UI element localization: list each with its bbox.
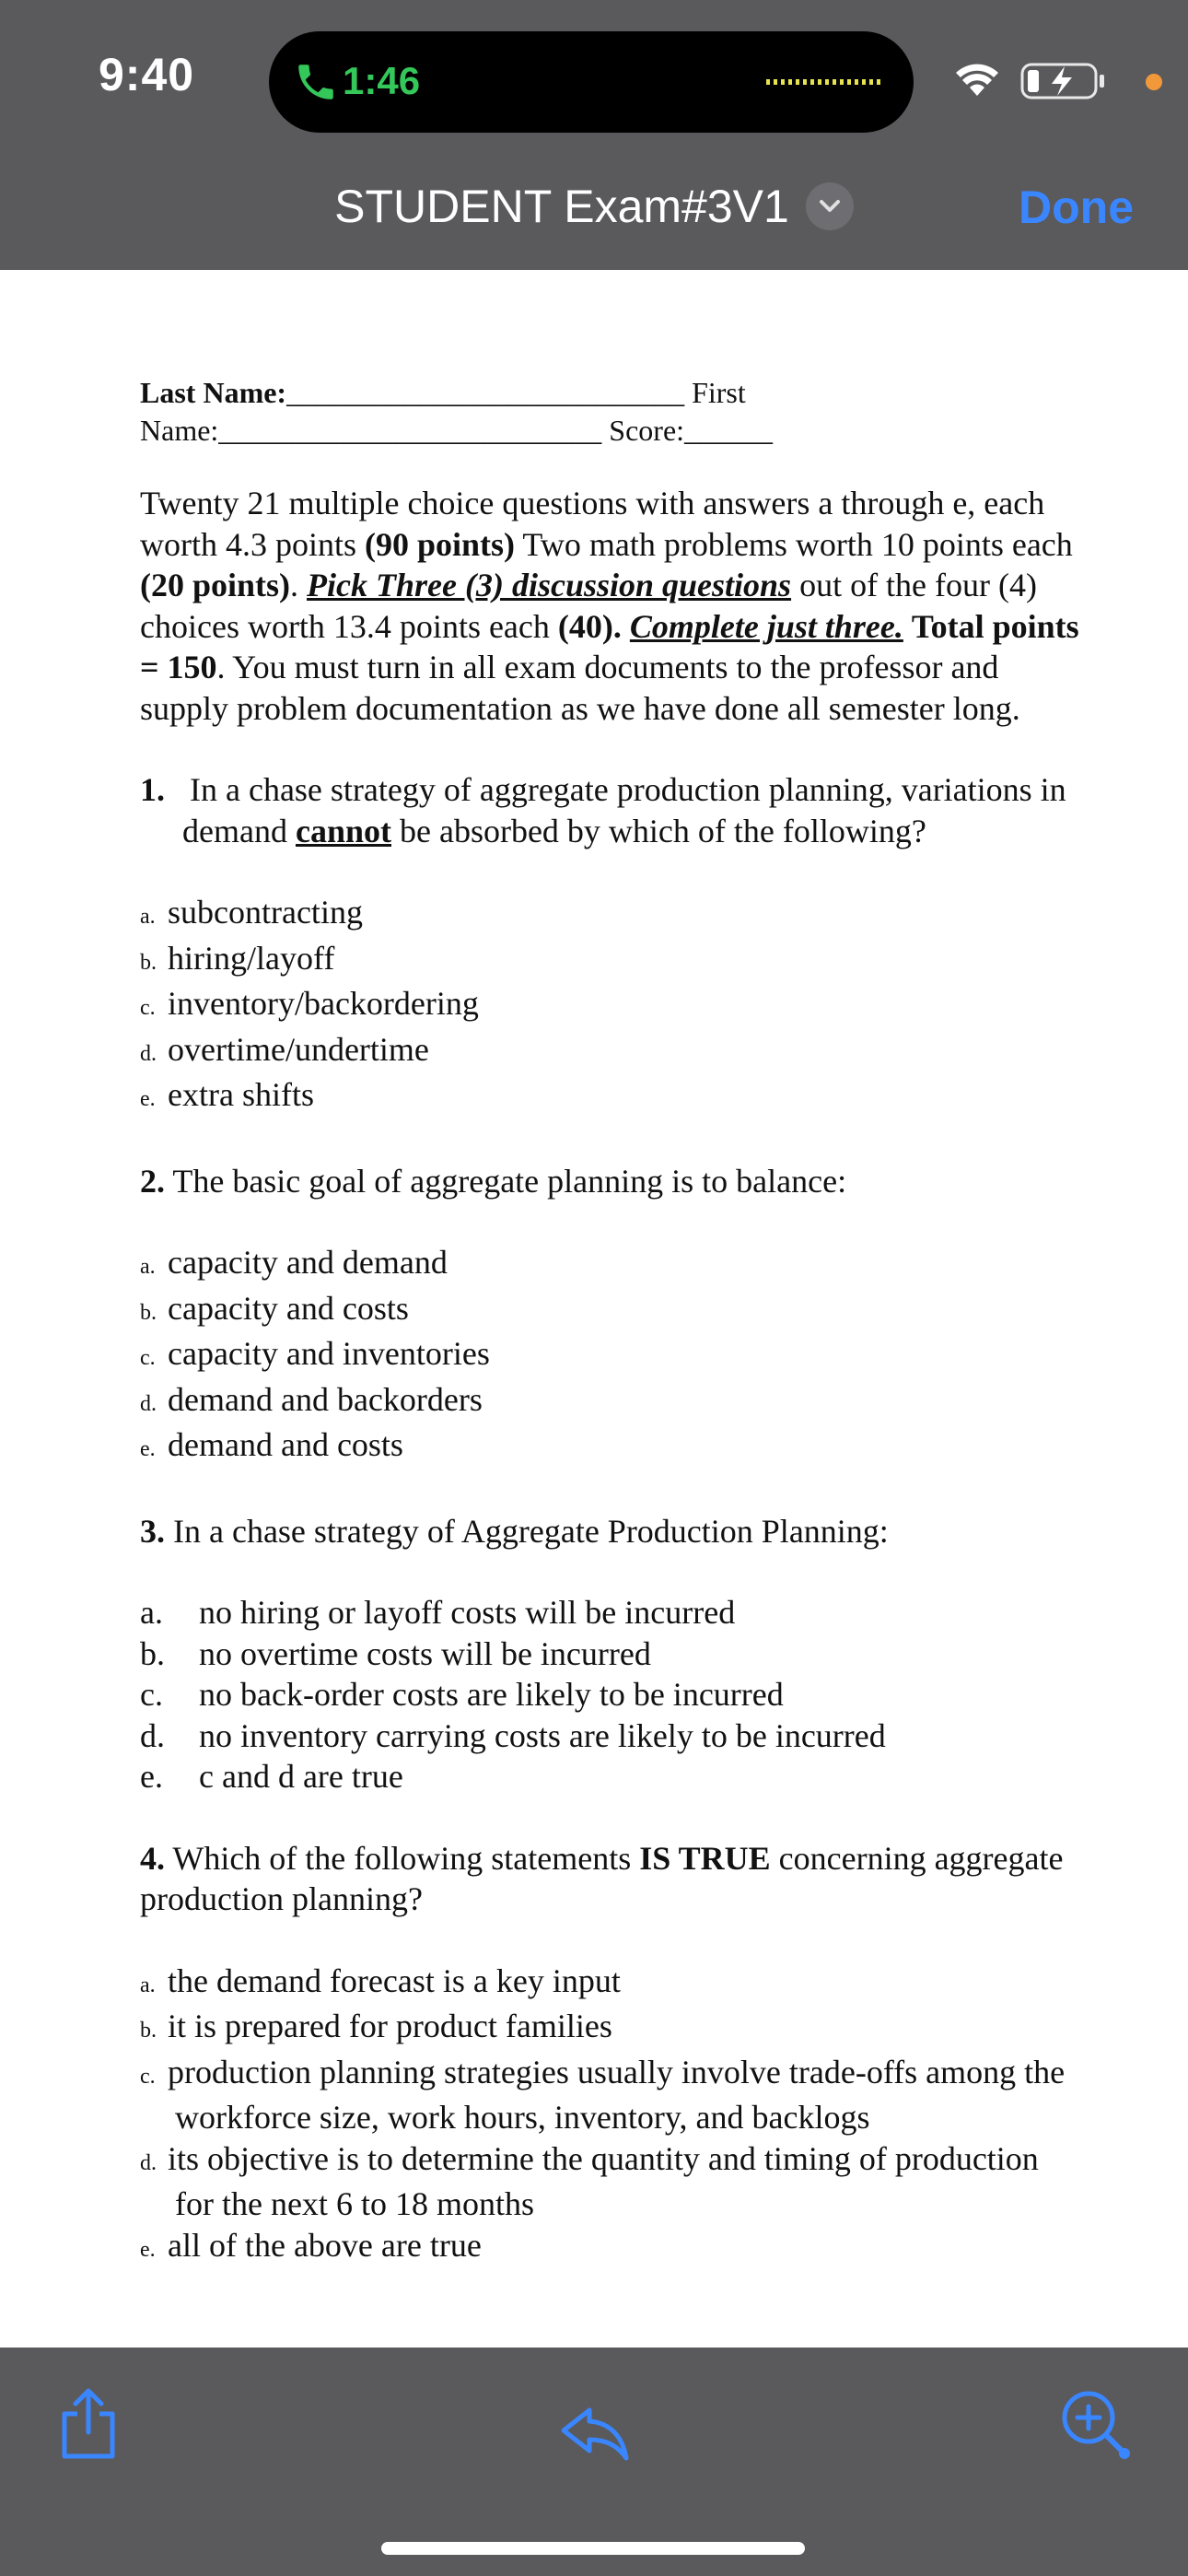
option-a: a. subcontracting [140, 894, 363, 931]
option-d: d. its objective is to determine the quantity and timing of production for the next 6 to 18 months [140, 2139, 1039, 2222]
exam-header: Last Name:___________________________ First Name:__________________________ Score:______ [140, 376, 774, 447]
privacy-indicator [1146, 74, 1162, 90]
option-b: b. no overtime costs will be incurred [140, 1634, 651, 1672]
option-b: b. it is prepared for product families [140, 2008, 612, 2044]
done-button[interactable]: Done [1019, 181, 1134, 233]
option-d: d. no inventory carrying costs are likely to be incurred [140, 1716, 886, 1754]
zoom-in-icon[interactable] [1057, 2386, 1135, 2464]
option-e: e. extra shifts [140, 1076, 314, 1113]
document-title-menu[interactable] [334, 180, 854, 233]
question-3-options [140, 1592, 1079, 1797]
battery-charging-icon [1020, 61, 1107, 101]
share-icon[interactable] [55, 2386, 122, 2460]
option-b: b. hiring/layoff [140, 939, 335, 977]
bottom-toolbar [0, 2348, 1188, 2576]
option-a: a. capacity and demand [140, 1244, 448, 1281]
status-time: 9:40 [99, 49, 195, 100]
option-b: b. capacity and costs [140, 1289, 409, 1327]
option-a: a. the demand forecast is a key input [140, 1961, 621, 1999]
question-1: 1. In a chase strategy of aggregate production planning, variations in demand cannot be absorbed by which of the following? [140, 771, 1075, 849]
wifi-icon [954, 61, 1000, 98]
option-c: c. no back-order costs are likely to be incurred [140, 1676, 784, 1713]
question-1-options [140, 892, 1079, 1120]
option-c: c. capacity and inventories [140, 1335, 490, 1372]
reply-icon[interactable] [558, 2395, 632, 2469]
option-c: c. inventory/backordering [140, 985, 479, 1022]
audio-waveform [766, 79, 884, 85]
question-4-options [140, 1961, 1079, 2271]
option-d: d. demand and backorders [140, 1380, 483, 1418]
top-bar [0, 0, 1188, 270]
question-2: 2. The basic goal of aggregate planning is to balance: [140, 1162, 847, 1200]
document-page [140, 374, 1079, 2311]
option-d: d. overtime/undertime [140, 1030, 429, 1068]
option-e: e. demand and costs [140, 1426, 403, 1463]
option-e: e. c and d are true [140, 1758, 403, 1795]
question-4: 4. Which of the following statements IS TRUE concerning aggregate production planning? [140, 1839, 1064, 1917]
question-2-options [140, 1242, 1079, 1470]
option-a: a. no hiring or layoff costs will be incurred [140, 1594, 736, 1631]
home-indicator[interactable] [381, 2542, 805, 2555]
option-e: e. all of the above are true [140, 2226, 482, 2264]
chevron-down-icon[interactable] [806, 182, 854, 230]
option-c: c. production planning strategies usually involve trade-offs among the workforce size, work hours, inventory, and backlogs [140, 2053, 1066, 2136]
question-3: 3. In a chase strategy of Aggregate Production Planning: [140, 1512, 889, 1550]
call-duration: 1:46 [343, 59, 421, 102]
exam-instructions: Twenty 21 multiple choice questions with answers a through e, each worth 4.3 points (90 points) Two math problems worth 10 points each (20 points). Pick Three (3) discussion questions out of the four (4) choices worth 13.4 points each (40). Complete just three. Total points = 150. You must turn in all exam documents to the professor and supply problem documentation as we have done all semester long. [140, 485, 1079, 727]
document-title: STUDENT Exam#3V1 [334, 181, 789, 232]
phone-icon [293, 59, 339, 105]
dynamic-island[interactable] [269, 31, 914, 133]
